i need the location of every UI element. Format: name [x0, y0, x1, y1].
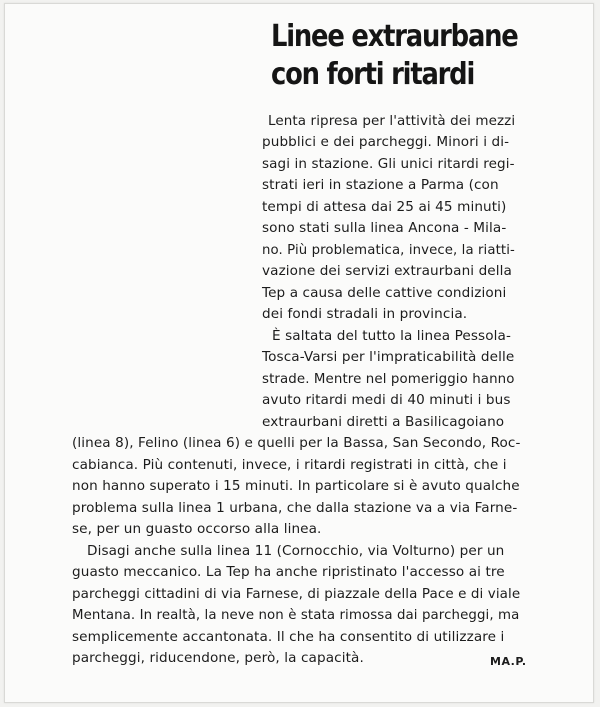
- headline-line-1: Linee extraurbane: [271, 19, 518, 54]
- body-line: strati ieri in stazione a Parma (con: [262, 177, 499, 193]
- author-signature: MA.P.: [490, 655, 527, 668]
- body-line: Lenta ripresa per l'attività dei mezzi: [268, 113, 516, 129]
- body-line: È saltata del tutto la linea Pessola-: [272, 328, 511, 344]
- body-line: Mentana. In realtà, la neve non è stata rimossa dai parcheggi, ma: [72, 607, 520, 623]
- article-headline: [271, 18, 518, 94]
- body-line: Tep a causa delle cattive condizioni: [262, 285, 507, 301]
- body-line: (linea 8), Felino (linea 6) e quelli per la Bassa, San Secondo, Roc-: [72, 435, 521, 451]
- body-line: Tosca-Varsi per l'impraticabilità delle: [262, 349, 515, 365]
- body-line: pubblici e dei parcheggi. Minori i di-: [262, 134, 510, 150]
- body-line: problema sulla linea 1 urbana, che dalla stazione va a via Farne-: [72, 500, 518, 516]
- body-line: parcheggi, riducendone, però, la capacità.: [72, 650, 364, 666]
- body-line: se, per un guasto occorso alla linea.: [72, 521, 322, 537]
- body-line: extraurbani diretti a Basilicagoiano: [262, 414, 505, 430]
- body-line: vazione dei servizi extraurbani della: [262, 263, 512, 279]
- body-line: tempi di attesa dai 25 ai 45 minuti): [262, 199, 507, 215]
- body-line: sono stati sulla linea Ancona - Mila-: [262, 220, 507, 236]
- body-line: Disagi anche sulla linea 11 (Cornocchio, via Volturno) per un: [87, 543, 505, 559]
- body-line: avuto ritardi medi di 40 minuti i bus: [262, 392, 511, 408]
- body-line: parcheggi cittadini di via Farnese, di piazzale della Pace e di viale: [72, 586, 521, 602]
- body-line: dei fondi stradali in provincia.: [262, 306, 468, 322]
- body-line: guasto meccanico. La Tep ha anche ripristinato l'accesso ai tre: [72, 564, 505, 580]
- body-line: sagi in stazione. Gli unici ritardi regi-: [262, 156, 515, 172]
- body-line: no. Più problematica, invece, la riatti-: [262, 242, 515, 258]
- body-line: non hanno superato i 15 minuti. In particolare si è avuto qualche: [72, 478, 520, 494]
- body-line: semplicemente accantonata. Il che ha consentito di utilizzare i: [72, 629, 505, 645]
- body-line: strade. Mentre nel pomeriggio hanno: [262, 371, 515, 387]
- body-line: cabianca. Più contenuti, invece, i ritardi registrati in città, che i: [72, 457, 507, 473]
- headline-line-2: con forti ritardi: [271, 57, 475, 92]
